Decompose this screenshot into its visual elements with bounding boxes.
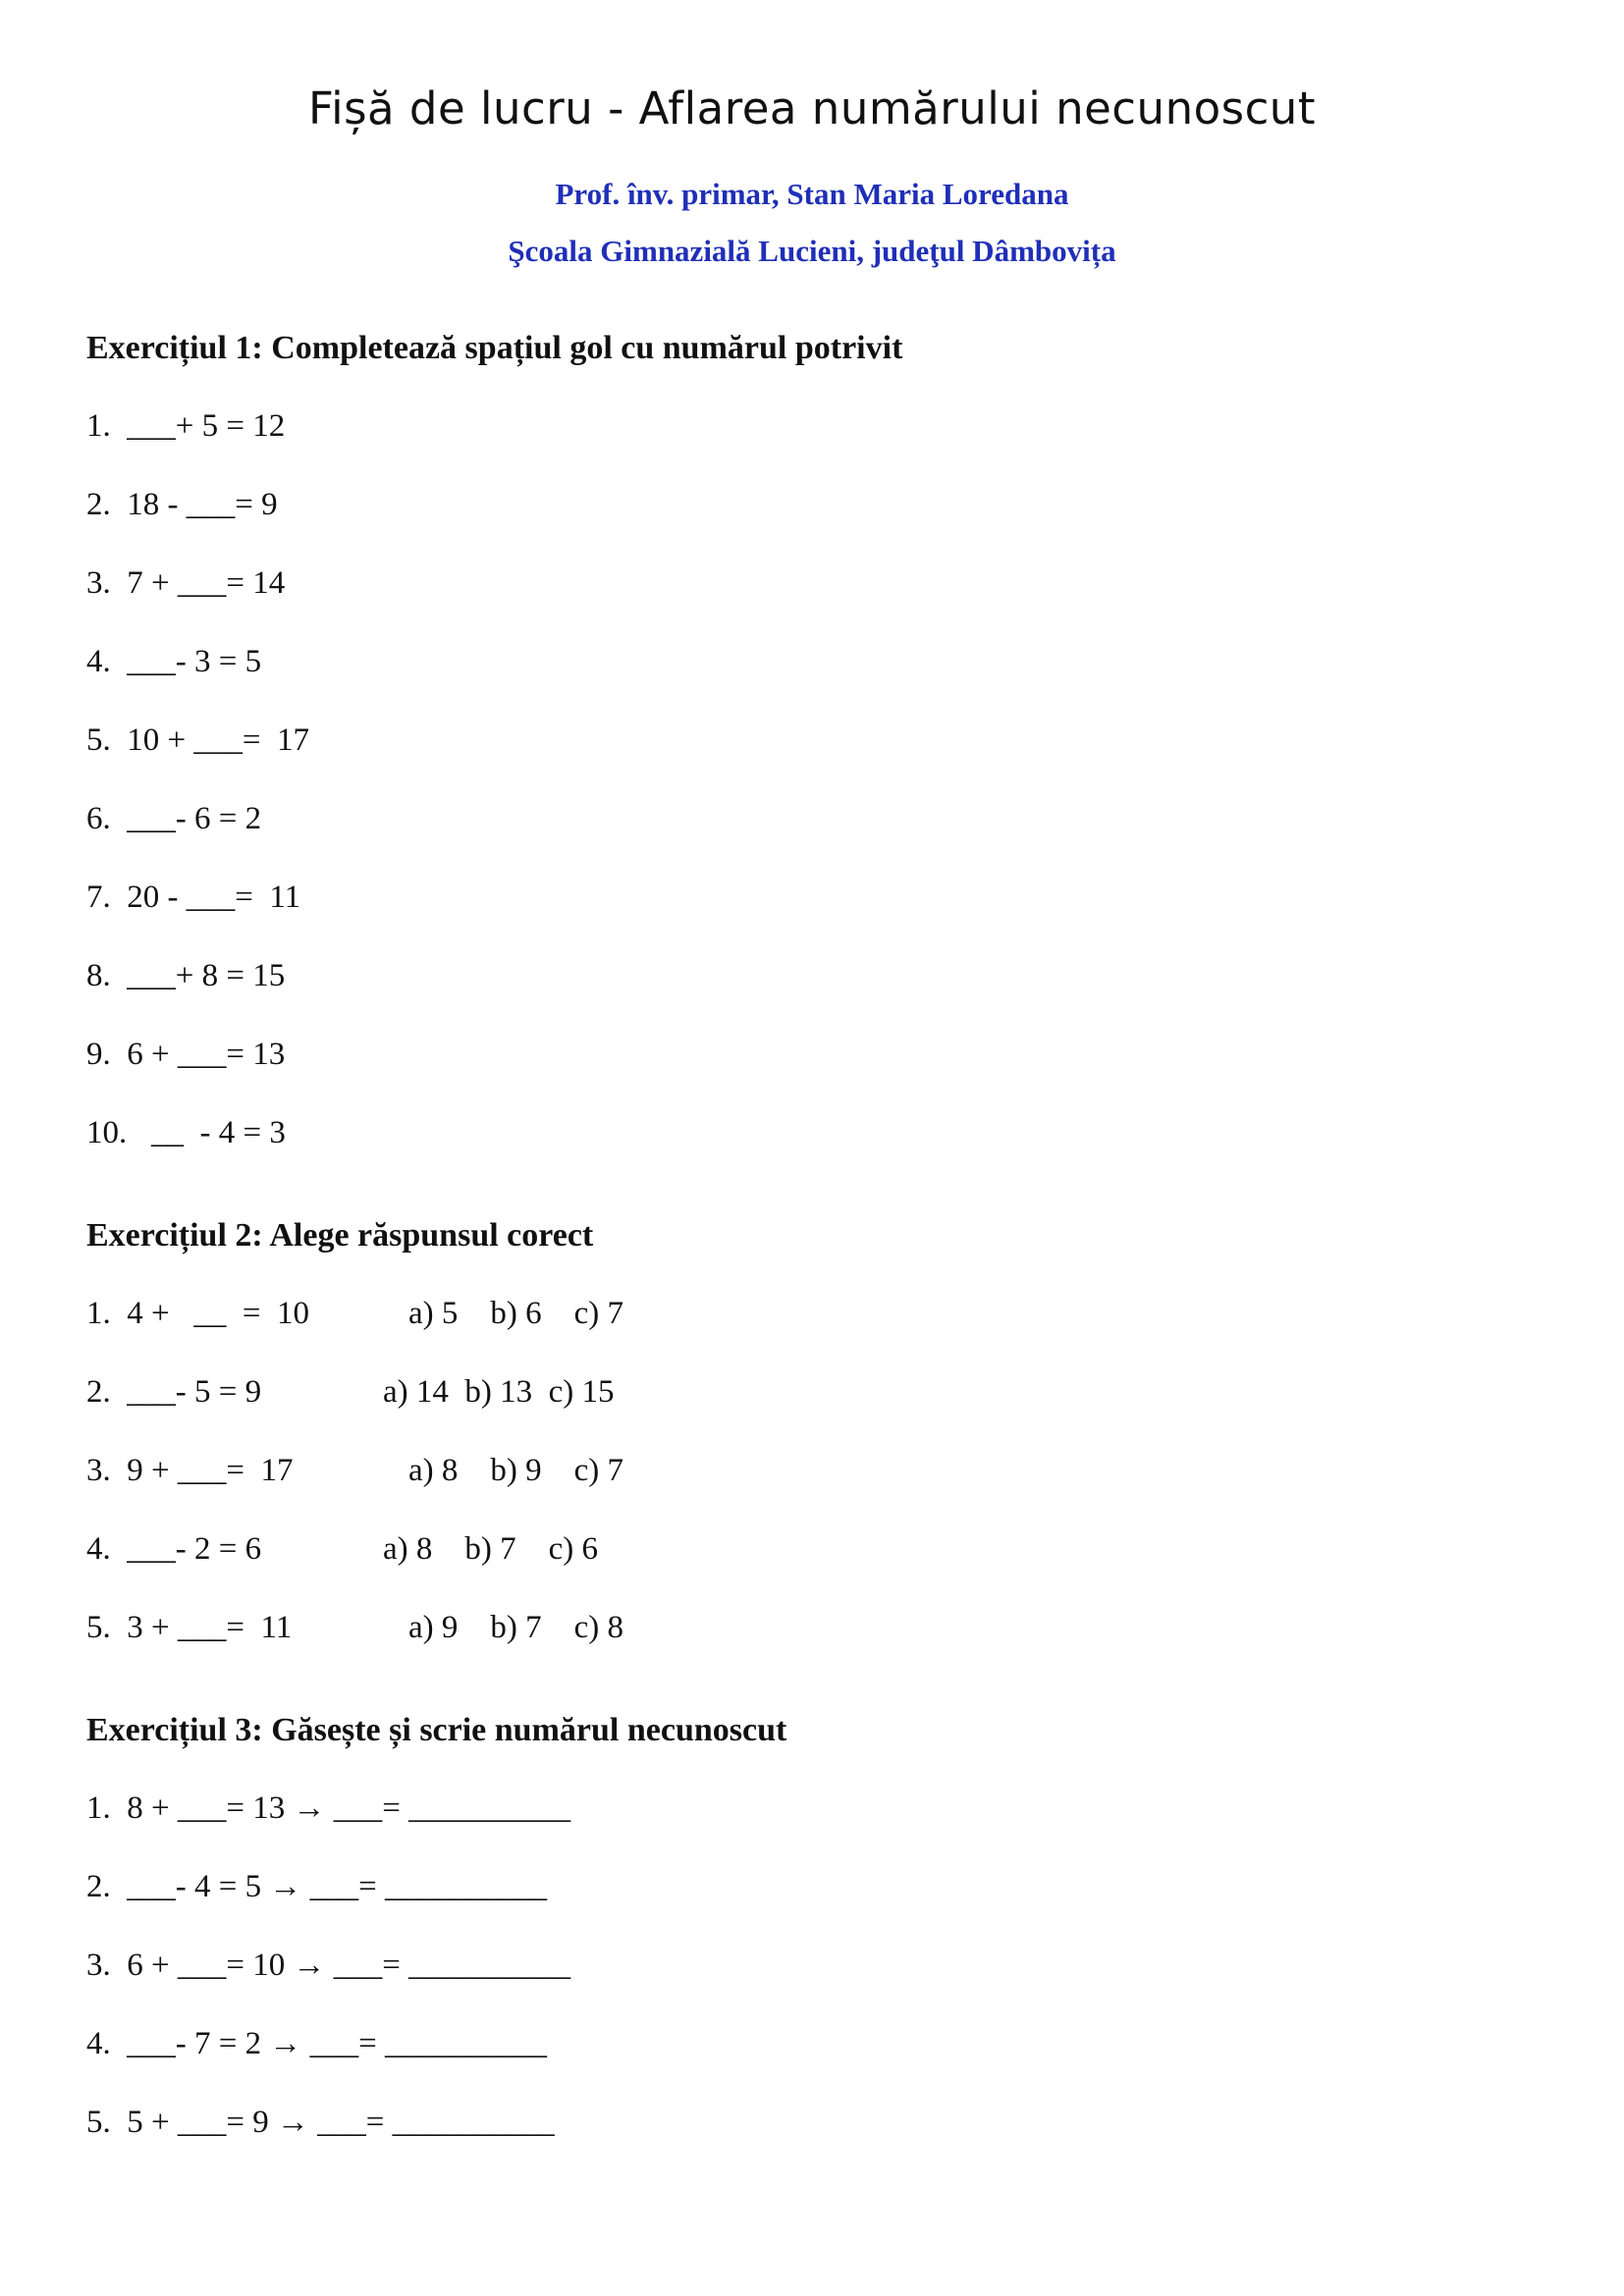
exercise-3-item: 2. ___- 4 = 5 → ___= __________: [86, 1869, 547, 1904]
exercise-1-heading: Exercițiul 1: Completează spațiul gol cu numărul potrivit: [86, 330, 903, 366]
exercise-1-item: 10. __ - 4 = 3: [86, 1115, 286, 1150]
exercise-1-item: 1. ___+ 5 = 12: [86, 408, 286, 444]
exercise-3-item: 1. 8 + ___= 13 → ___= __________: [86, 1790, 571, 1826]
exercise-2-heading: Exercițiul 2: Alege răspunsul corect: [86, 1217, 594, 1254]
school-line: Şcoala Gimnazială Lucieni, judeţul Dâmbovița: [508, 234, 1116, 268]
author-line: Prof. înv. primar, Stan Maria Loredana: [555, 177, 1069, 211]
exercise-2-options: a) 9 b) 7 c) 8: [408, 1610, 624, 1645]
exercise-1-item: 8. ___+ 8 = 15: [86, 958, 286, 993]
exercise-2-options: a) 14 b) 13 c) 15: [383, 1374, 615, 1410]
exercise-2-equation: 5. 3 + ___= 11: [86, 1610, 293, 1645]
exercise-2-equation: 4. ___- 2 = 6: [86, 1531, 262, 1567]
exercise-1-item: 6. ___- 6 = 2: [86, 801, 262, 836]
exercise-1-item: 4. ___- 3 = 5: [86, 644, 262, 679]
exercise-2-equation: 3. 9 + ___= 17: [86, 1453, 294, 1488]
exercise-2-options: a) 8 b) 9 c) 7: [408, 1453, 624, 1488]
exercise-3-item: 5. 5 + ___= 9 → ___= __________: [86, 2105, 555, 2140]
exercise-3-heading: Exercițiul 3: Găsește și scrie numărul necunoscut: [86, 1712, 787, 1748]
exercise-2-options: a) 5 b) 6 c) 7: [408, 1296, 624, 1331]
exercise-1-item: 7. 20 - ___= 11: [86, 880, 301, 915]
exercise-2-equation: 2. ___- 5 = 9: [86, 1374, 262, 1410]
exercise-3-item: 4. ___- 7 = 2 → ___= __________: [86, 2026, 547, 2061]
exercise-1-item: 5. 10 + ___= 17: [86, 722, 309, 758]
exercise-2-equation: 1. 4 + __ = 10: [86, 1296, 309, 1331]
exercise-1-item: 3. 7 + ___= 14: [86, 565, 286, 601]
exercise-3-item: 3. 6 + ___= 10 → ___= __________: [86, 1948, 571, 1983]
exercise-1-item: 9. 6 + ___= 13: [86, 1037, 286, 1072]
page-title: Fișă de lucru - Aflarea numărului necunoscut: [308, 82, 1316, 134]
exercise-2-options: a) 8 b) 7 c) 6: [383, 1531, 599, 1567]
exercise-1-item: 2. 18 - ___= 9: [86, 487, 278, 522]
